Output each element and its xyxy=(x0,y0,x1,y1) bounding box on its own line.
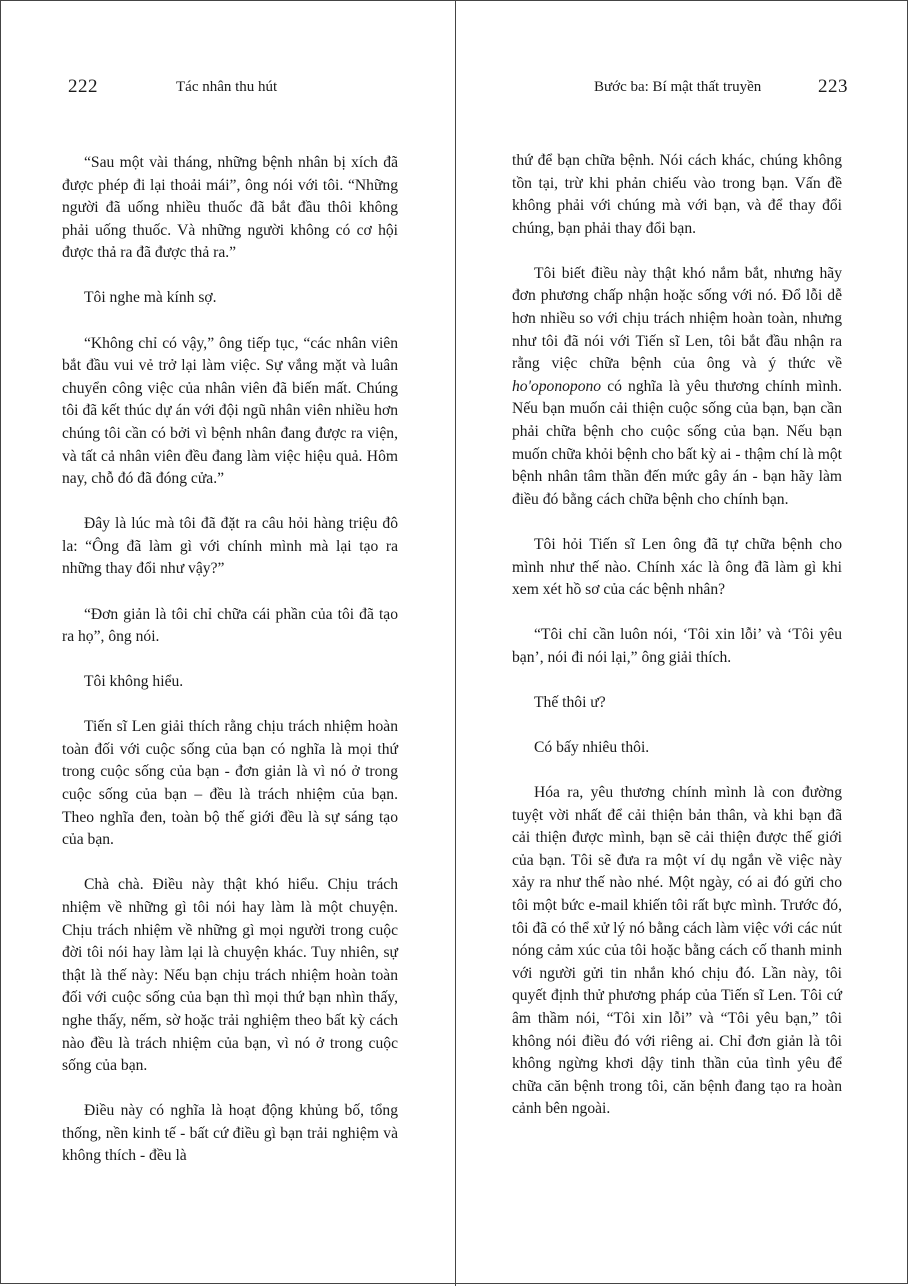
paragraph-text: Tôi biết điều này thật khó nắm bắt, nhưng hãy đơn phương chấp nhận hoặc sống với nó. Đổ lỗi dễ hơn nhiều so với chịu trách nhiệm hoàn toàn, nhưng như tôi đã nói với Tiến sĩ Len, tôi bắt đầu nhận ra rằng việc chữa bệnh của ông và ý thức về xyxy=(512,264,842,373)
paragraph: Thế thôi ư? xyxy=(534,693,606,711)
page-number: 223 xyxy=(818,76,848,97)
paragraph: Tiến sĩ Len giải thích rằng chịu trách nhiệm hoàn toàn đối với cuộc sống của bạn có nghĩa là mọi thứ trong cuộc sống của bạn - đơn giản là vì nó ở trong cuộc sống của bạn – đều là trách nhiệm của bạn. Theo nghĩa đen, toàn bộ thế giới đều là sự sáng tạo của bạn. xyxy=(62,718,398,849)
running-head: Tác nhân thu hút xyxy=(176,79,278,95)
running-head: Bước ba: Bí mật thất truyền xyxy=(594,79,762,95)
paragraph: Tôi không hiểu. xyxy=(84,673,184,691)
paragraph xyxy=(512,263,842,512)
paragraph: Đây là lúc mà tôi đã đặt ra câu hỏi hàng triệu đô la: “Ông đã làm gì với chính mình mà lại tạo ra những thay đổi như vậy?” xyxy=(62,515,398,578)
paragraph: “Tôi chỉ cần luôn nói, ‘Tôi xin lỗi’ và ‘Tôi yêu bạn’, nói đi nói lại,” ông giải thích. xyxy=(512,626,842,666)
paragraph: “Đơn giản là tôi chỉ chữa cái phần của tôi đã tạo ra họ”, ông nói. xyxy=(62,605,398,646)
paragraph: Điều này có nghĩa là hoạt động khủng bố, tổng thống, nền kinh tế - bất cứ điều gì bạn trải nghiệm và không thích - đều là xyxy=(62,1102,398,1165)
paragraph: Tôi nghe mà kính sợ. xyxy=(84,289,217,307)
paragraph-text: có nghĩa là yêu thương chính mình. Nếu bạn muốn cải thiện cuộc sống của bạn, bạn cần phải chữa bệnh cho cuộc sống của bạn. Nếu bạn muốn chữa khỏi bệnh cho bất kỳ ai - thậm chí là một bệnh nhân tâm thần đến mức gây án - bạn hãy làm điều đó bằng cách chữa bệnh cho chính bạn. xyxy=(512,377,842,508)
paragraph: Có bấy nhiêu thôi. xyxy=(534,738,650,756)
italic-term: ho'oponopono xyxy=(512,377,602,395)
paragraph: “Không chỉ có vậy,” ông tiếp tục, “các nhân viên bắt đầu vui vẻ trở lại làm việc. Sự vắng mặt và luân chuyển công việc của nhân viên đã biến mất. Chúng tôi đã kết thúc dự án với đội ngũ nhân viên nhiều hơn chúng tôi cần có bởi vì bệnh nhân đang được ra viện, và tất cả nhân viên đều đang làm việc hiệu quả. Hôm nay, chỗ đó đã đóng cửa.” xyxy=(62,334,398,488)
paragraph: Tôi hỏi Tiến sĩ Len ông đã tự chữa bệnh cho mình như thế nào. Chính xác là ông đã làm gì khi xem xét hồ sơ của các bệnh nhân? xyxy=(512,535,842,599)
page-number: 222 xyxy=(68,76,98,97)
paragraph: Hóa ra, yêu thương chính mình là con đường tuyệt vời nhất để cải thiện bản thân, và khi bạn đã cải thiện được mình, bạn sẽ cải thiện được thế giới của bạn. Tôi sẽ đưa ra một ví dụ ngắn về việc này xảy ra như thế nào nhé. Một ngày, có ai đó gửi cho tôi một bức e-mail khiến tôi rất bực mình. Trước đó, tôi đã có thể xử lý nó bằng cách làm việc với các nút nóng cảm xúc của tôi hoặc bằng cách cố thanh minh với người gửi tin nhắn khó chịu đó. Lần này, tôi quyết định thử phương pháp của Tiến sĩ Len. Tôi cứ âm thầm nói, “Tôi xin lỗi” và “Tôi yêu bạn,” tôi không nói điều đó với riêng ai. Chỉ đơn giản là tôi không ngừng khơi dậy tinh thần của tình yêu để chữa căn bệnh trong tôi, căn bệnh đang tạo ra hoàn cảnh bên ngoài. xyxy=(512,784,842,1118)
paragraph-continued: thứ để bạn chữa bệnh. Nói cách khác, chúng không tồn tại, trừ khi phản chiếu vào trong bạn. Vấn đề không phải với chúng mà với bạn, và để thay đổi chúng, bạn phải thay đổi bạn. xyxy=(512,152,842,237)
page-body xyxy=(62,152,398,1168)
right-page xyxy=(456,0,910,1286)
paragraph: “Sau một vài tháng, những bệnh nhân bị xích đã được phép đi lại thoải mái”, ông nói với tôi. “Những người đã uống nhiều thuốc đã bắt đầu thôi không phải uống thuốc. Và những người không có cơ hội được thả ra đã được thả ra.” xyxy=(62,154,398,262)
paragraph: Chà chà. Điều này thật khó hiểu. Chịu trách nhiệm về những gì tôi nói hay làm là một chuyện. Chịu trách nhiệm về những gì mọi người trong cuộc đời tôi nói hay làm lại là chuyện khác. Tuy nhiên, sự thật là thế này: Nếu bạn chịu trách nhiệm hoàn toàn đối với cuộc sống của bạn thì mọi thứ bạn nhìn thấy, nghe thấy, nếm, sờ hoặc trải nghiệm theo bất kỳ cách nào đều là trách nhiệm của bạn, vì nó ở trong cuộc sống của bạn. xyxy=(62,876,398,1075)
page-body xyxy=(512,150,842,1121)
